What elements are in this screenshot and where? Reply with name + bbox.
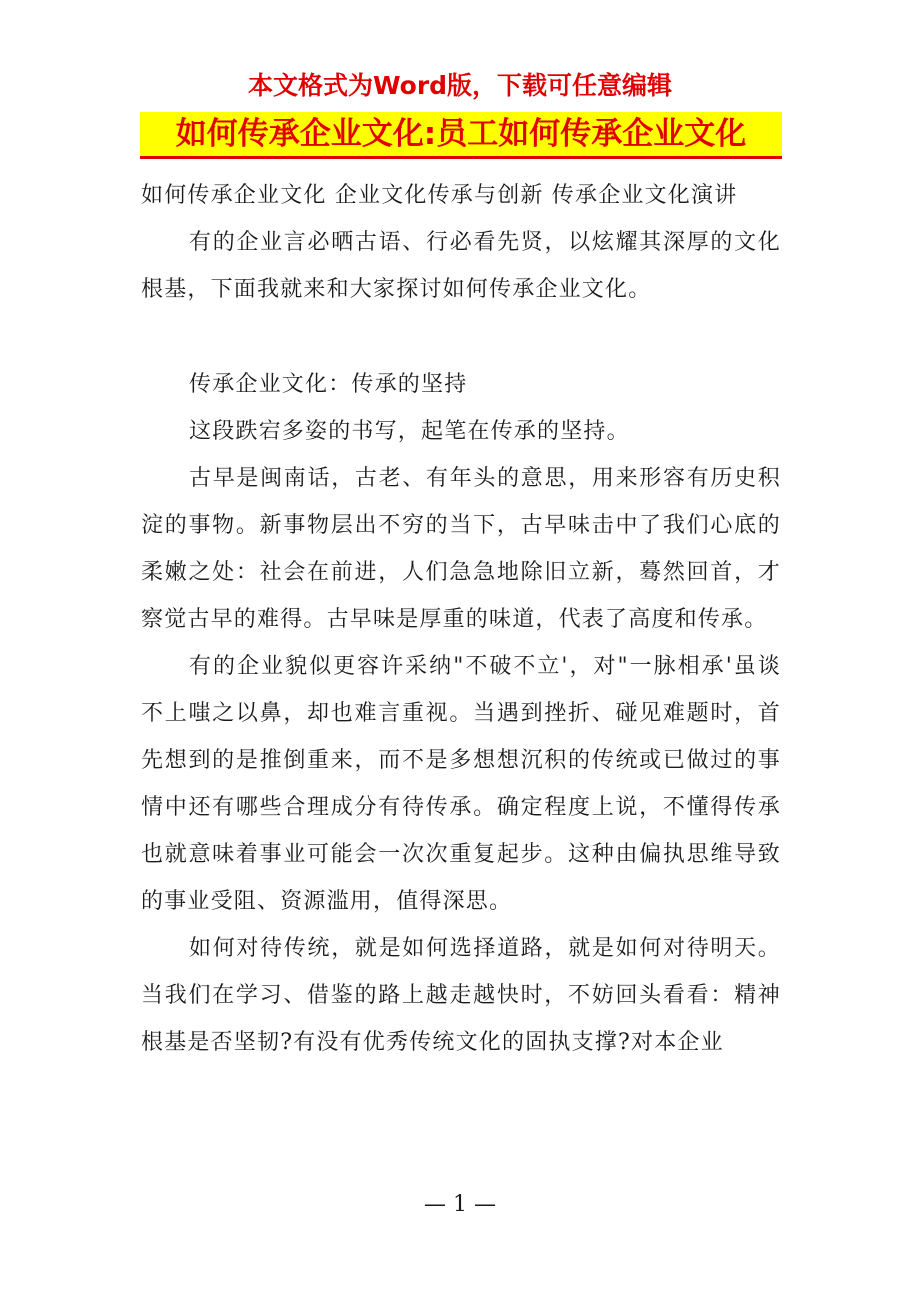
document-body [141,172,781,1066]
paragraph: 这段跌宕多姿的书写，起笔在传承的坚持。 [189,419,630,444]
keywords-line: 如何传承企业文化 企业文化传承与创新 传承企业文化演讲 [141,183,738,208]
paragraph: 如何对待传统，就是如何选择道路，就是如何对待明天。当我们在学习、借鉴的路上越走越快时，不妨回头看看：精神根基是否坚韧?有没有优秀传统文化的固执支撑?对本企业 [141,936,781,1055]
page-number: — 1 — [424,1192,496,1217]
section-heading: 传承企业文化：传承的坚持 [189,372,468,397]
paragraph: 有的企业貌似更容许采纳"不破不立'，对"一脉相承'虽谈不上嗤之以鼻，却也难言重视。当遇到挫折、碰见难题时，首先想到的是推倒重来，而不是多想想沉积的传统或已做过的事情中还有哪些合理成分有待传承。确定程度上说，不懂得传承也就意味着事业可能会一次次重复起步。这种由偏执思维导致的事业受阻、资源滥用，值得深思。 [141,654,781,914]
paragraph-intro: 有的企业言必晒古语、行必看先贤，以炫耀其深厚的文化根基，下面我就来和大家探讨如何传承企业文化。 [141,230,781,302]
format-notice: 本文格式为Word版，下载可任意编辑 [247,71,673,100]
document-title: 如何传承企业文化:员工如何传承企业文化 [175,116,747,152]
paragraph: 古早是闽南话，古老、有年头的意思，用来形容有历史积淀的事物。新事物层出不穷的当下，古早味击中了我们心底的柔嫩之处：社会在前进，人们急急地除旧立新，蓦然回首，才察觉古早的难得。古早味是厚重的味道，代表了高度和传承。 [141,466,781,632]
title-highlight [140,112,782,159]
